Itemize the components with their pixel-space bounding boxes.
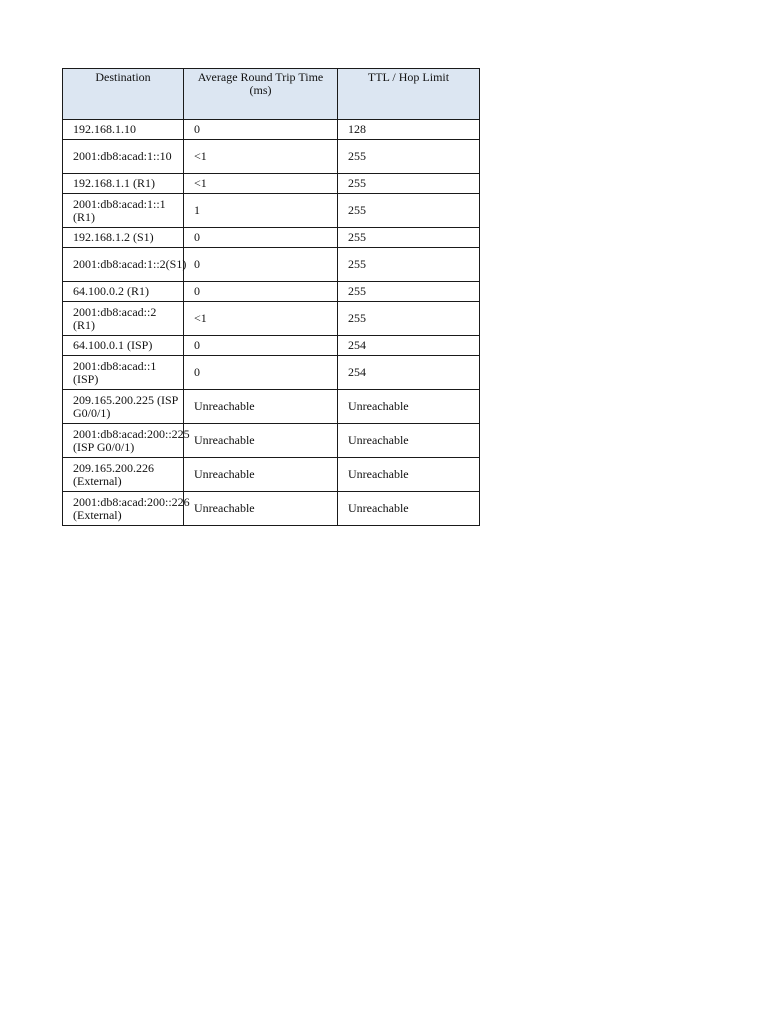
ttl-cell: Unreachable bbox=[338, 492, 480, 526]
header-average-rtt: Average Round Trip Time (ms) bbox=[184, 69, 338, 120]
ping-results-table bbox=[62, 68, 480, 526]
destination-cell: 192.168.1.2 (S1) bbox=[63, 228, 184, 248]
ttl-cell: 255 bbox=[338, 194, 480, 228]
ttl-cell: 255 bbox=[338, 248, 480, 282]
ttl-cell: 255 bbox=[338, 282, 480, 302]
table-body bbox=[63, 120, 480, 526]
rtt-cell: 1 bbox=[184, 194, 338, 228]
ttl-cell: 255 bbox=[338, 228, 480, 248]
rtt-cell: <1 bbox=[184, 140, 338, 174]
table-row bbox=[63, 174, 480, 194]
ttl-cell: 254 bbox=[338, 336, 480, 356]
destination-cell: 64.100.0.1 (ISP) bbox=[63, 336, 184, 356]
destination-cell: 2001:db8:acad:1::10 bbox=[63, 140, 184, 174]
ttl-cell: 255 bbox=[338, 302, 480, 336]
table-row bbox=[63, 120, 480, 140]
destination-cell: 192.168.1.1 (R1) bbox=[63, 174, 184, 194]
table-row bbox=[63, 356, 480, 390]
rtt-cell: 0 bbox=[184, 336, 338, 356]
destination-cell: 209.165.200.226 (External) bbox=[63, 458, 184, 492]
table-header-row bbox=[63, 69, 480, 120]
destination-cell: 2001:db8:acad:200::225 (ISP G0/0/1) bbox=[63, 424, 184, 458]
table-row bbox=[63, 424, 480, 458]
rtt-cell: Unreachable bbox=[184, 424, 338, 458]
ttl-cell: Unreachable bbox=[338, 424, 480, 458]
destination-cell: 209.165.200.225 (ISP G0/0/1) bbox=[63, 390, 184, 424]
table-row bbox=[63, 228, 480, 248]
destination-cell: 2001:db8:acad:200::226 (External) bbox=[63, 492, 184, 526]
destination-cell: 2001:db8:acad:1::2(S1) bbox=[63, 248, 184, 282]
destination-cell: 2001:db8:acad:1::1 (R1) bbox=[63, 194, 184, 228]
table-row bbox=[63, 302, 480, 336]
table-row bbox=[63, 194, 480, 228]
destination-cell: 192.168.1.10 bbox=[63, 120, 184, 140]
table-row bbox=[63, 248, 480, 282]
rtt-cell: 0 bbox=[184, 356, 338, 390]
rtt-cell: 0 bbox=[184, 120, 338, 140]
ttl-cell: Unreachable bbox=[338, 390, 480, 424]
table-row bbox=[63, 492, 480, 526]
rtt-cell: 0 bbox=[184, 228, 338, 248]
rtt-cell: <1 bbox=[184, 174, 338, 194]
rtt-cell: Unreachable bbox=[184, 458, 338, 492]
table-row bbox=[63, 282, 480, 302]
rtt-cell: <1 bbox=[184, 302, 338, 336]
ttl-cell: 255 bbox=[338, 140, 480, 174]
header-destination: Destination bbox=[63, 69, 184, 120]
ttl-cell: Unreachable bbox=[338, 458, 480, 492]
ttl-cell: 254 bbox=[338, 356, 480, 390]
ttl-cell: 255 bbox=[338, 174, 480, 194]
header-ttl-hop-limit: TTL / Hop Limit bbox=[338, 69, 480, 120]
rtt-cell: Unreachable bbox=[184, 390, 338, 424]
destination-cell: 64.100.0.2 (R1) bbox=[63, 282, 184, 302]
destination-cell: 2001:db8:acad::1 (ISP) bbox=[63, 356, 184, 390]
table-row bbox=[63, 336, 480, 356]
ttl-cell: 128 bbox=[338, 120, 480, 140]
table-row bbox=[63, 390, 480, 424]
destination-cell: 2001:db8:acad::2 (R1) bbox=[63, 302, 184, 336]
table-row bbox=[63, 140, 480, 174]
table-row bbox=[63, 458, 480, 492]
rtt-cell: 0 bbox=[184, 248, 338, 282]
rtt-cell: Unreachable bbox=[184, 492, 338, 526]
rtt-cell: 0 bbox=[184, 282, 338, 302]
